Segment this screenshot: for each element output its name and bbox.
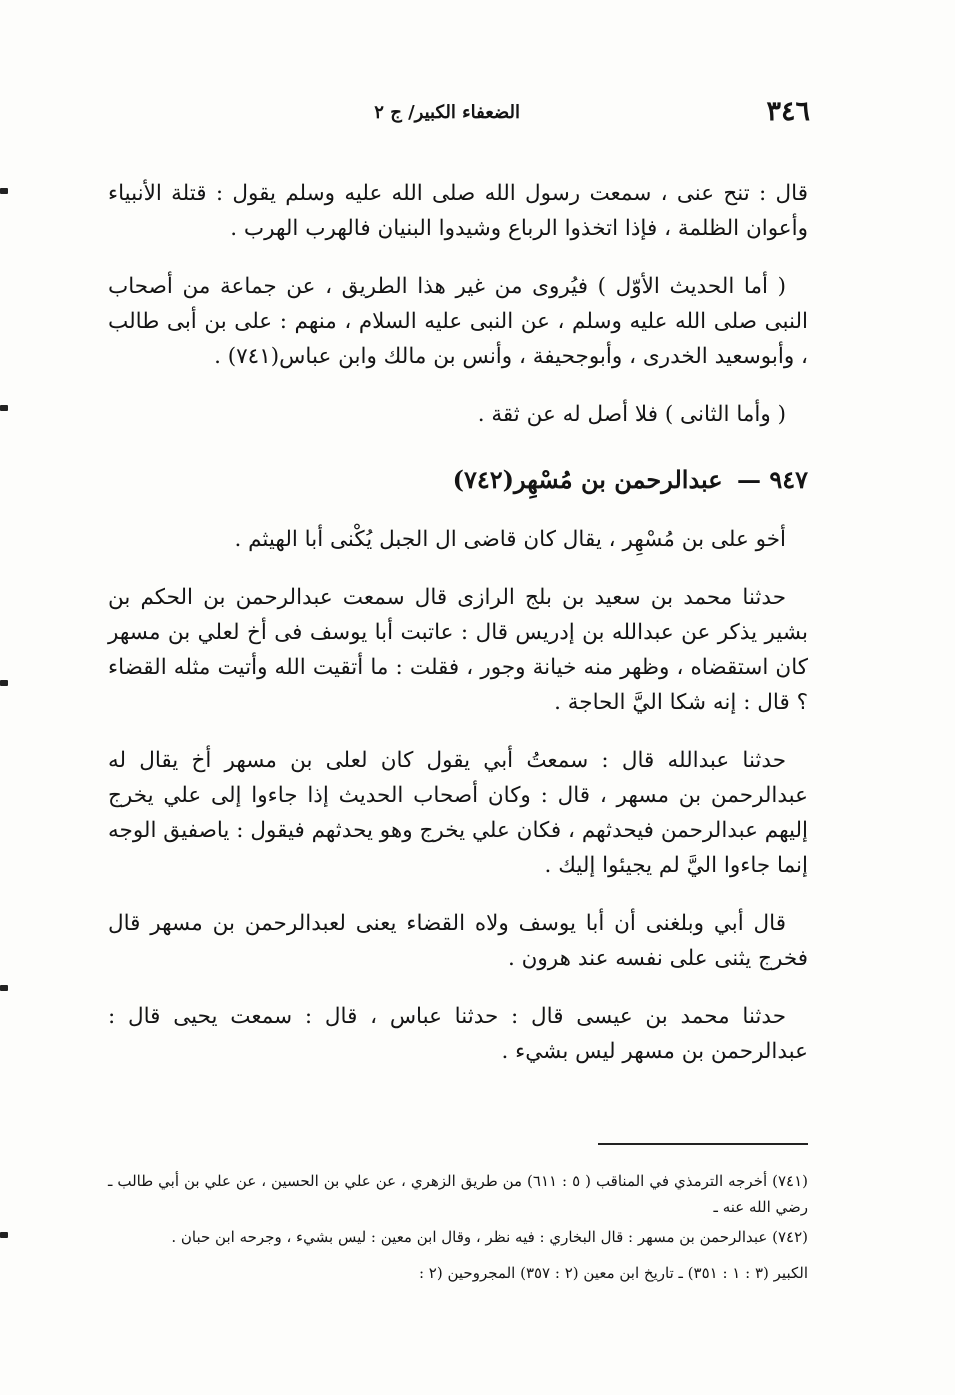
paragraph: أخو على بن مُسْهِر ، يقال كان قاضى ال الجبل يُكْنى أبا الهيثم . [234,527,786,552]
paragraph: حدثنا محمد بن عيسى قال : حدثنا عباس ، قال : سمعت يحيى قال : عبدالرحمن بن مسهر ليس بشيء . [108,1004,808,1064]
footnote: (٧٤١) أخرجه الترمذي في المناقب ( ٥ : ٦١١) من طريق الزهري ، عن علي بن الحسين ، عن علي بن أبي طالب ـ رضي الله عنه ـ [108,1172,809,1216]
page-header [110,96,810,132]
binding-mark [0,188,8,194]
paragraph: قال : تنح عنى ، سمعت رسول الله صلى الله عليه وسلم يقول : قتلة الأنبياء وأعوان الظلمة ، فإذا اتخذوا الرباع وشيدوا البنيان فالهرب الهرب . [108,181,808,241]
paragraph: ( أما الحديث الأوّل ) فيُروى من غير هذا الطريق ، عن جماعة من أصحاب النبى صلى الله عليه وسلم ، عن النبى عليه السلام ، منهم : على بن أبى طالب ، وأبوسعيد الخدرى ، وأبوجحيفة ، وأنس بن مالك وابن عباس(٧٤١) . [108,274,808,369]
running-title: الضعفاء الكبير/ ج ٢ [374,102,520,123]
page-number: ٣٤٦ [766,96,810,127]
entry-heading [108,462,808,498]
binding-mark [0,1232,8,1238]
binding-mark [0,680,8,686]
entry-number: ٩٤٧ — [736,465,808,494]
paragraph: حدثنا محمد بن سعيد بن بلج الرازى قال سمعت عبدالرحمن بن الحكم بن بشير يذكر عن عبدالله بن إدريس قال : عاتبت أبا يوسف فى أخ لعلي بن مسهر كان استقضاه ، وظهر منه خيانة وجور ، فقلت : ما أتقيت الله وأتيت مثله القضاء ؟ قال : إنه شكا اليَّ الحاجة . [108,585,808,715]
paragraph: ( وأما الثانى ) فلا أصل له عن ثقة . [477,402,786,427]
paragraph: حدثنا عبدالله قال : سمعتُ أبي يقول كان لعلى بن مسهر أخ يقال له عبدالرحمن بن مسهر ، قال : وكان أصحاب الحديث إذا جاءوا إلى علي يخرج إليهم عبدالرحمن فيحدثهم ، فكان علي يخرج وهو يحدثهم فيقول : ياصفيق الوجه إنما جاءوا اليَّ لم يجيئوا إليك . [108,748,808,878]
main-text [108,176,808,1092]
paragraph: قال أبي وبلغنى أن أبا يوسف ولاه القضاء يعنى لعبدالرحمن بن مسهر قال فخرج يثنى على نفسه عند هرون . [108,911,808,971]
footnote-continuation: الكبير (٣ : ١ : ٣٥١) ـ تاريخ ابن معين (٢ : ٣٥٧) المجروحين (٢ : [418,1264,808,1282]
footnote: (٧٤٢) عبدالرحمن بن مسهر : قال البخاري : فيه نظر ، وقال ابن معين : ليس بشيء ، وجرحه ابن حبان . [171,1228,808,1246]
binding-mark [0,405,8,411]
entry-name: عبدالرحمن بن مُسْهِر(٧٤٢) [452,465,723,494]
footnote-divider [598,1143,808,1145]
binding-mark [0,985,8,991]
footnotes [108,1168,808,1286]
